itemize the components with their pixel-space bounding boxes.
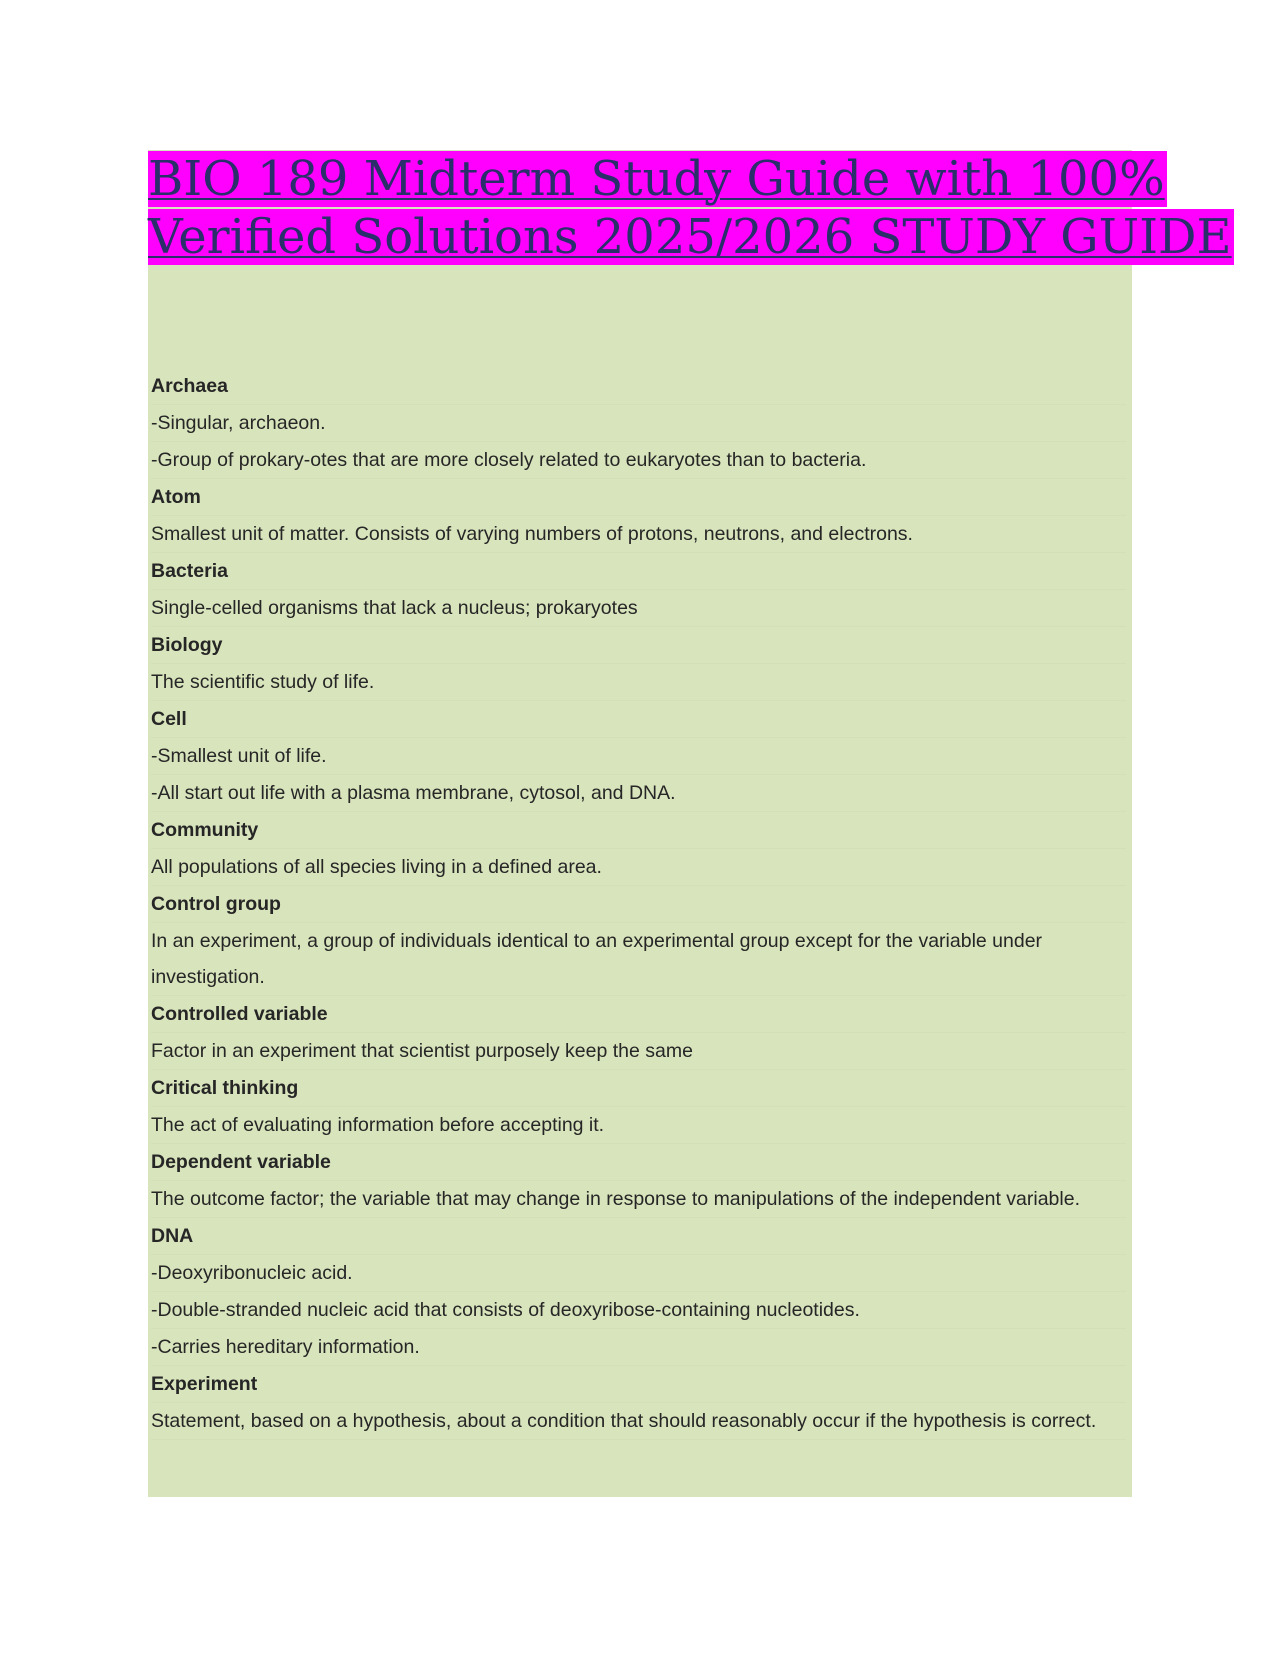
document-title: [148, 150, 1232, 266]
glossary-term: DNA: [151, 1218, 1126, 1255]
glossary-definition: -Group of prokary-otes that are more closely related to eukaryotes than to bacteria.: [151, 442, 1126, 479]
glossary-definition: -Carries hereditary information.: [151, 1329, 1126, 1366]
glossary-term: Control group: [151, 886, 1126, 923]
glossary-definition: -Deoxyribonucleic acid.: [151, 1255, 1126, 1292]
glossary-term: Atom: [151, 479, 1126, 516]
glossary-definition: Single-celled organisms that lack a nucleus; prokaryotes: [151, 590, 1126, 627]
glossary-definition: -Singular, archaeon.: [151, 405, 1126, 442]
glossary-definition: The act of evaluating information before accepting it.: [151, 1107, 1126, 1144]
title-line-1: BIO 189 Midterm Study Guide with 100%: [148, 151, 1165, 207]
glossary-definition: In an experiment, a group of individuals identical to an experimental group except for the variable under investigation.: [151, 923, 1126, 996]
glossary-term: Archaea: [151, 368, 1126, 405]
document-page: [148, 150, 1232, 1497]
glossary-term: Experiment: [151, 1366, 1126, 1403]
glossary-definition: The outcome factor; the variable that may change in response to manipulations of the independent variable.: [151, 1181, 1126, 1218]
glossary-definition: All populations of all species living in a defined area.: [151, 849, 1126, 886]
glossary-list: [151, 368, 1126, 1440]
glossary-definition: Factor in an experiment that scientist purposely keep the same: [151, 1033, 1126, 1070]
glossary-definition: -Double-stranded nucleic acid that consists of deoxyribose-containing nucleotides.: [151, 1292, 1126, 1329]
glossary-term: Controlled variable: [151, 996, 1126, 1033]
glossary-term: Community: [151, 812, 1126, 849]
glossary-definition: The scientific study of life.: [151, 664, 1126, 701]
glossary-definition: Smallest unit of matter. Consists of varying numbers of protons, neutrons, and electrons.: [151, 516, 1126, 553]
glossary-term: Critical thinking: [151, 1070, 1126, 1107]
glossary-term: Bacteria: [151, 553, 1126, 590]
title-line-2: Verified Solutions 2025/2026 STUDY GUIDE: [148, 209, 1232, 265]
glossary-term: Cell: [151, 701, 1126, 738]
glossary-definition: -All start out life with a plasma membrane, cytosol, and DNA.: [151, 775, 1126, 812]
glossary-definition: Statement, based on a hypothesis, about a condition that should reasonably occur if the hypothesis is correct.: [151, 1403, 1126, 1440]
glossary-term: Dependent variable: [151, 1144, 1126, 1181]
glossary-definition: -Smallest unit of life.: [151, 738, 1126, 775]
glossary-term: Biology: [151, 627, 1126, 664]
